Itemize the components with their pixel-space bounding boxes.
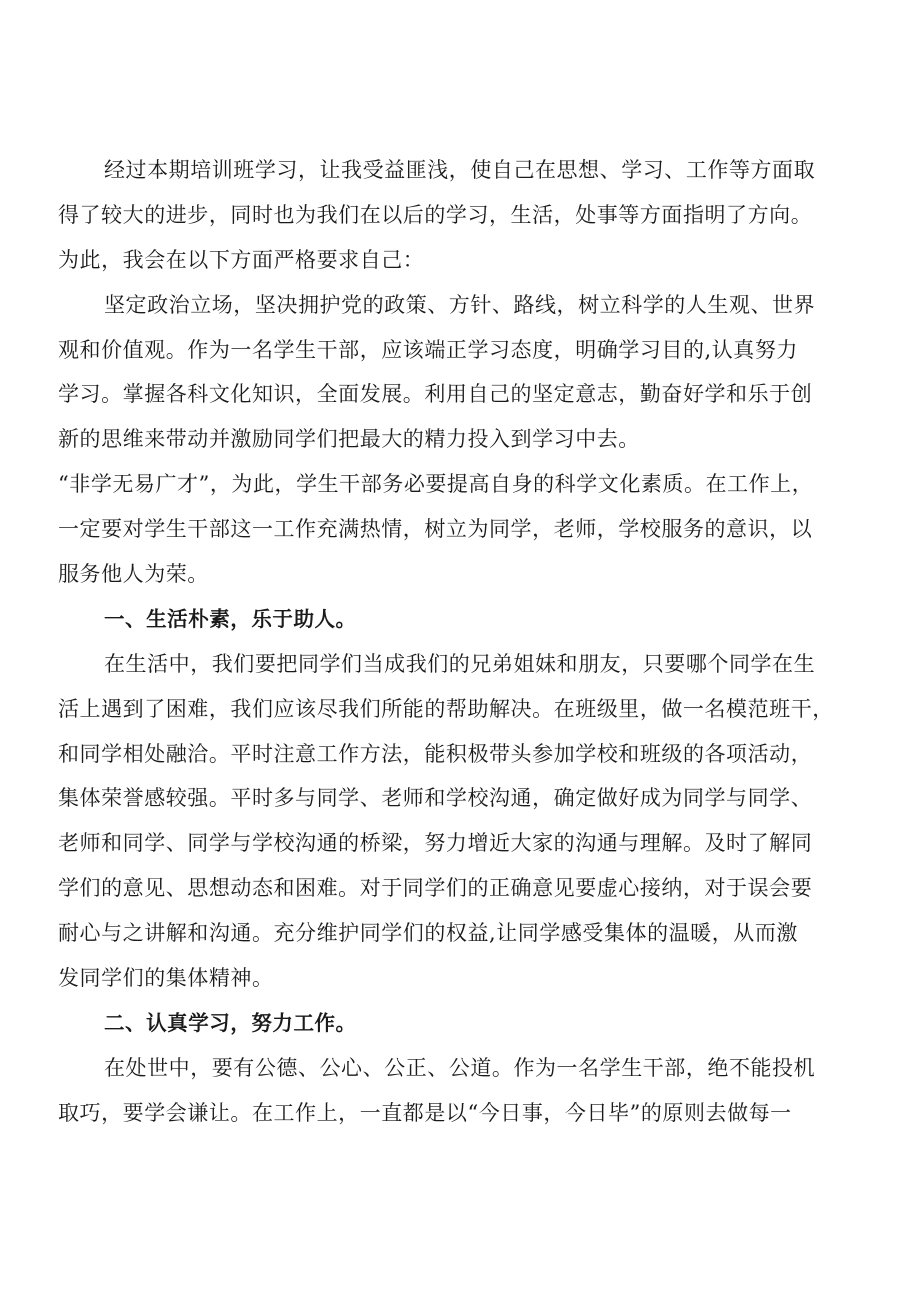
paragraph-line: 得了较大的进步，同时也为我们在以后的学习，生活，处事等方面指明了方向。 <box>58 202 813 227</box>
paragraph-line: 观和价值观。作为一名学生干部，应该端正学习态度，明确学习目的,认真努力 <box>58 337 798 362</box>
paragraph-line: 学习。掌握各科文化知识，全面发展。利用自己的坚定意志，勤奋好学和乐于创 <box>58 382 813 407</box>
paragraph-line: “非学无易广才”，为此，学生干部务必要提高自身的科学文化素质。在工作上， <box>58 472 814 497</box>
paragraph-line: 经过本期培训班学习，让我受益匪浅，使自己在思想、学习、工作等方面取 <box>104 158 816 182</box>
paragraph-2 <box>58 283 888 463</box>
paragraph-line: 发同学们的集体精神。 <box>58 966 274 991</box>
paragraph-line: 新的思维来带动并激励同学们把最大的精力投入到学习中去。 <box>58 427 640 452</box>
paragraph-5 <box>58 1046 888 1136</box>
paragraph-line: 耐心与之讲解和沟通。充分维护同学们的权益,让同学感受集体的温暖，从而激 <box>58 921 798 946</box>
section-heading-1: 一、生活朴素，乐于助人。 <box>104 606 357 631</box>
paragraph-line: 坚定政治立场，坚决拥护党的政策、方针、路线，树立科学的人生观、世界 <box>104 292 816 317</box>
paragraph-3 <box>58 462 888 597</box>
paragraph-line: 在生活中，我们要把同学们当成我们的兄弟姐妹和朋友，只要哪个同学在生 <box>104 651 816 676</box>
paragraph-line: 老师和同学、同学与学校沟通的桥梁，努力增近大家的沟通与理解。及时了解同 <box>58 831 813 856</box>
paragraph-line: 活上遇到了困难，我们应该尽我们所能的帮助解决。在班级里，做一名模范班干， <box>58 696 834 721</box>
paragraph-line: 为此，我会在以下方面严格要求自己： <box>58 247 425 272</box>
paragraph-1 <box>58 148 888 283</box>
paragraph-line: 取巧，要学会谦让。在工作上，一直都是以“今日事，今日毕”的原则去做每一 <box>58 1100 792 1125</box>
paragraph-line: 一定要对学生干部这一工作充满热情，树立为同学，老师，学校服务的意识，以 <box>58 517 813 542</box>
paragraph-line: 服务他人为荣。 <box>58 562 209 587</box>
paragraph-line: 在处世中，要有公德、公心、公正、公道。作为一名学生干部，绝不能投机 <box>104 1055 816 1080</box>
paragraph-line: 学们的意见、思想动态和困难。对于同学们的正确意见要虚心接纳，对于误会要 <box>58 876 813 901</box>
paragraph-4 <box>58 642 888 1001</box>
document-page <box>58 148 888 1136</box>
paragraph-line: 和同学相处融洽。平时注意工作方法，能积极带头参加学校和班级的各项活动， <box>58 741 813 766</box>
section-heading-2: 二、认真学习，努力工作。 <box>104 1010 357 1035</box>
paragraph-line: 集体荣誉感较强。平时多与同学、老师和学校沟通，确定做好成为同学与同学、 <box>58 786 813 811</box>
